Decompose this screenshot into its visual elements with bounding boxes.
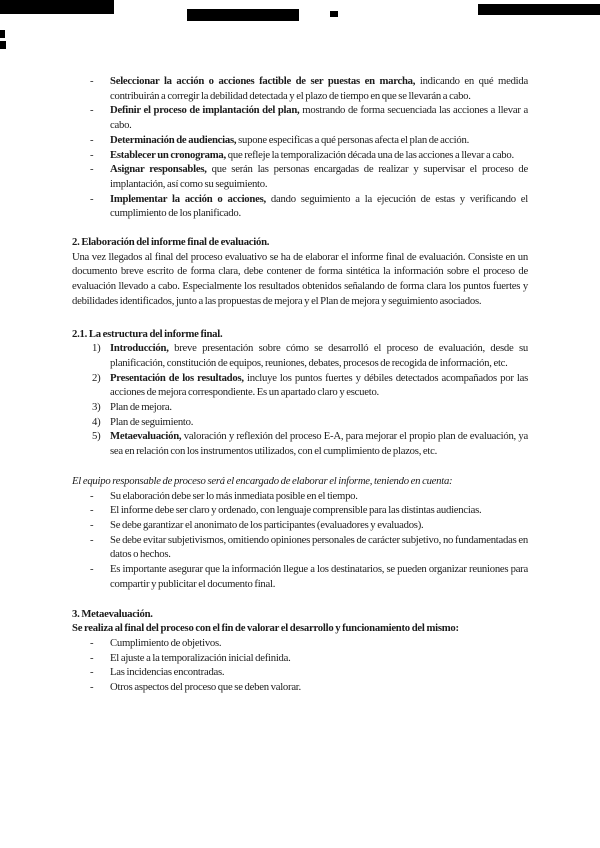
report-structure-item	[72, 415, 528, 430]
action-step-lead: Determinación de audiencias,	[110, 133, 237, 146]
report-structure-text	[110, 430, 528, 457]
dash-marker: -	[90, 75, 94, 87]
report-structure-body: valoración y reflexión del proceso E-A, para mejorar el propio plan de evaluación, ya sea en relación con los instrumentos utilizados, con el cumplimiento de plazos, etc.	[110, 430, 528, 458]
dash-marker: -	[90, 133, 94, 146]
report-structure-item	[72, 341, 528, 370]
report-structure-body: incluye los puntos fuertes y débiles detectados acompañados por las acciones de mejora correspondiente. Es un apartado claro y escueto.	[110, 371, 528, 399]
report-structure-lead: Presentación de los resultados,	[110, 371, 244, 384]
report-structure-item	[72, 371, 528, 400]
dash-marker: -	[90, 518, 94, 531]
scan-artifact-left-edge-2	[0, 41, 6, 49]
report-structure-text	[110, 416, 193, 428]
action-step-lead: Implementar la acción o acciones,	[110, 192, 266, 205]
dash-marker: -	[90, 666, 94, 679]
report-structure-text	[110, 372, 528, 399]
item-number: 4)	[92, 415, 101, 428]
action-step-item	[72, 148, 528, 163]
team-note-item	[72, 503, 528, 518]
dash-marker: -	[90, 489, 94, 502]
item-number: 5)	[92, 430, 101, 443]
dash-marker: -	[90, 148, 94, 161]
action-step-body: indicando en qué medida contribuirán a corregir la debilidad detectada y el plazo de tiempo en que se llevarán a cabo.	[110, 75, 528, 102]
metaevaluation-text: Cumplimiento de objetivos.	[110, 636, 222, 649]
action-step-text	[110, 149, 514, 161]
dash-marker: -	[90, 192, 94, 205]
dash-marker: -	[90, 163, 94, 176]
team-note-lead: El equipo responsable de proceso será el encargado de elaborar el informe, teniendo en cuenta:	[72, 474, 453, 487]
scan-artifact-left-edge-1	[0, 30, 5, 38]
metaevaluation-text: El ajuste a la temporalización inicial definida.	[110, 651, 291, 664]
metaevaluation-item	[72, 651, 528, 666]
section-2-heading: 2. Elaboración del informe final de evaluación.	[72, 236, 270, 249]
dash-marker: -	[90, 533, 94, 546]
dash-marker: -	[90, 681, 94, 694]
metaevaluation-item	[72, 680, 528, 695]
item-number: 3)	[92, 401, 101, 414]
team-note-item	[72, 562, 528, 591]
team-note-item	[72, 518, 528, 533]
action-step-text	[110, 193, 528, 220]
dash-marker: -	[90, 636, 94, 649]
action-steps-list	[72, 74, 528, 221]
action-step-item	[72, 74, 528, 103]
metaevaluation-item	[72, 636, 528, 651]
report-structure-item	[72, 400, 528, 415]
team-note-text: Es importante asegurar que la información llegue a los destinatarios, se pueden organizar reuniones para compartir y publicitar el documento final.	[110, 563, 528, 590]
action-step-body: dando seguimiento a la ejecución de estas y verificando el cumplimiento de los planificado.	[110, 192, 528, 220]
action-step-body: supone especificas a qué personas afecta el plan de acción.	[236, 133, 469, 146]
report-structure-list	[72, 341, 528, 459]
action-step-text	[110, 163, 528, 190]
action-step-item	[72, 192, 528, 221]
metaevaluation-list	[72, 636, 528, 695]
action-step-body: mostrando de forma secuenciada las acciones a llevar a cabo.	[110, 104, 528, 132]
action-step-item	[72, 162, 528, 191]
metaevaluation-text: Las incidencias encontradas.	[110, 666, 225, 679]
dash-marker: -	[90, 563, 94, 576]
dash-marker: -	[90, 104, 94, 117]
document-content	[72, 74, 528, 695]
action-step-text	[110, 104, 528, 131]
scan-artifact-top-right	[478, 4, 600, 15]
team-note-text: El informe debe ser claro y ordenado, con lenguaje comprensible para las distintas audiencias.	[110, 504, 482, 517]
metaevaluation-text: Otros aspectos del proceso que se deben valorar.	[110, 681, 301, 694]
dash-marker: -	[90, 651, 94, 664]
action-step-text	[110, 75, 528, 102]
scan-artifact-top-dot	[330, 11, 338, 17]
item-number: 2)	[92, 371, 101, 384]
action-step-item	[72, 103, 528, 132]
team-note-text: Se debe garantizar el anonimato de los participantes (evaluadores y evaluados).	[110, 518, 424, 531]
action-step-body: que serán las personas encargadas de realizar y supervisar el proceso de implantación, así como su seguimiento.	[110, 163, 529, 190]
report-structure-text	[110, 401, 172, 413]
report-structure-lead: Metaevaluación,	[110, 430, 182, 443]
team-note-item	[72, 489, 528, 504]
item-number: 1)	[92, 342, 101, 355]
section-3-heading: 3. Metaevaluación.	[72, 607, 153, 620]
section-2-paragraph: Una vez llegados al final del proceso evaluativo se ha de elaborar el informe final de evaluación. Consiste en un documento breve escrito de forma clara, debe contener de forma sintética la información sobre el proceso de evaluación llevado a cabo. Especialmente los resultados obtenidos señalando de forma clara los puntos fuertes y debilidades identificados, junto a las propuestas de mejora y el Plan de mejora y seguimiento asociados.	[72, 250, 528, 307]
action-step-item	[72, 133, 528, 148]
section-3-lead: Se realiza al final del proceso con el fin de valorar el desarrollo y funcionamiento del mismo:	[72, 622, 459, 635]
dash-marker: -	[90, 504, 94, 517]
action-step-lead: Seleccionar la acción o acciones factible de ser puestas en marcha,	[110, 75, 416, 87]
report-structure-body: Plan de seguimiento.	[110, 415, 194, 428]
section-2-1-heading: 2.1. La estructura del informe final.	[72, 327, 223, 340]
report-structure-lead: Introducción,	[110, 342, 169, 355]
action-step-body: que refleje la temporalización década una de las acciones a llevar a cabo.	[225, 148, 514, 161]
action-step-lead: Asignar responsables,	[110, 163, 207, 176]
action-step-lead: Definir el proceso de implantación del plan,	[110, 104, 300, 117]
report-structure-body: breve presentación sobre cómo se desarrolló el proceso de evaluación, desde su planificación, constitución de equipos, reuniones, debates, procesos de recogida de información, etc.	[110, 342, 528, 369]
scan-artifact-top-left	[0, 0, 114, 14]
team-note-item	[72, 533, 528, 562]
report-structure-text	[110, 342, 528, 369]
report-structure-body: Plan de mejora.	[110, 401, 172, 414]
team-note-text: Se debe evitar subjetivismos, omitiendo opiniones personales de carácter subjetivo, no fundamentadas en datos o hechos.	[110, 533, 528, 561]
action-step-text	[110, 134, 469, 146]
action-step-lead: Establecer un cronograma,	[110, 148, 226, 161]
metaevaluation-item	[72, 665, 528, 680]
team-note-text: Su elaboración debe ser lo más inmediata posible en el tiempo.	[110, 489, 358, 502]
team-note-list	[72, 489, 528, 592]
report-structure-item	[72, 429, 528, 458]
scan-artifact-top-middle	[187, 9, 299, 21]
